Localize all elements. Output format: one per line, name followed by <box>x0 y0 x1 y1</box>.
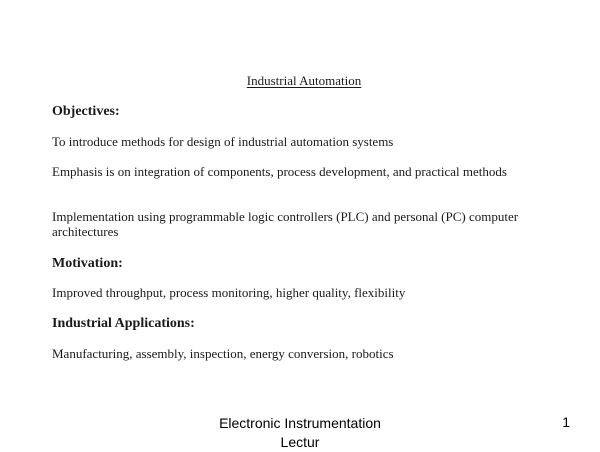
objective-item-3: Implementation using programmable logic controllers (PLC) and personal (PC) computer architectures <box>52 209 519 239</box>
motivation-heading: Motivation: <box>52 256 123 271</box>
applications-heading: Industrial Applications: <box>52 316 195 331</box>
objective-item-1: To introduce methods for design of industrial automation systems <box>52 134 394 149</box>
applications-item-1: Manufacturing, assembly, inspection, energy conversion, robotics <box>52 346 394 361</box>
motivation-item-1: Improved throughput, process monitoring, higher quality, flexibility <box>52 285 406 300</box>
objective-item-2: Emphasis is on integration of components, process development, and practical methods <box>52 164 507 179</box>
footer-course-name: Electronic Instrumentation Lectur <box>219 415 381 450</box>
page-number: 1 <box>562 414 570 430</box>
page-title: Industrial Automation <box>246 73 362 88</box>
objectives-heading: Objectives: <box>52 104 120 119</box>
